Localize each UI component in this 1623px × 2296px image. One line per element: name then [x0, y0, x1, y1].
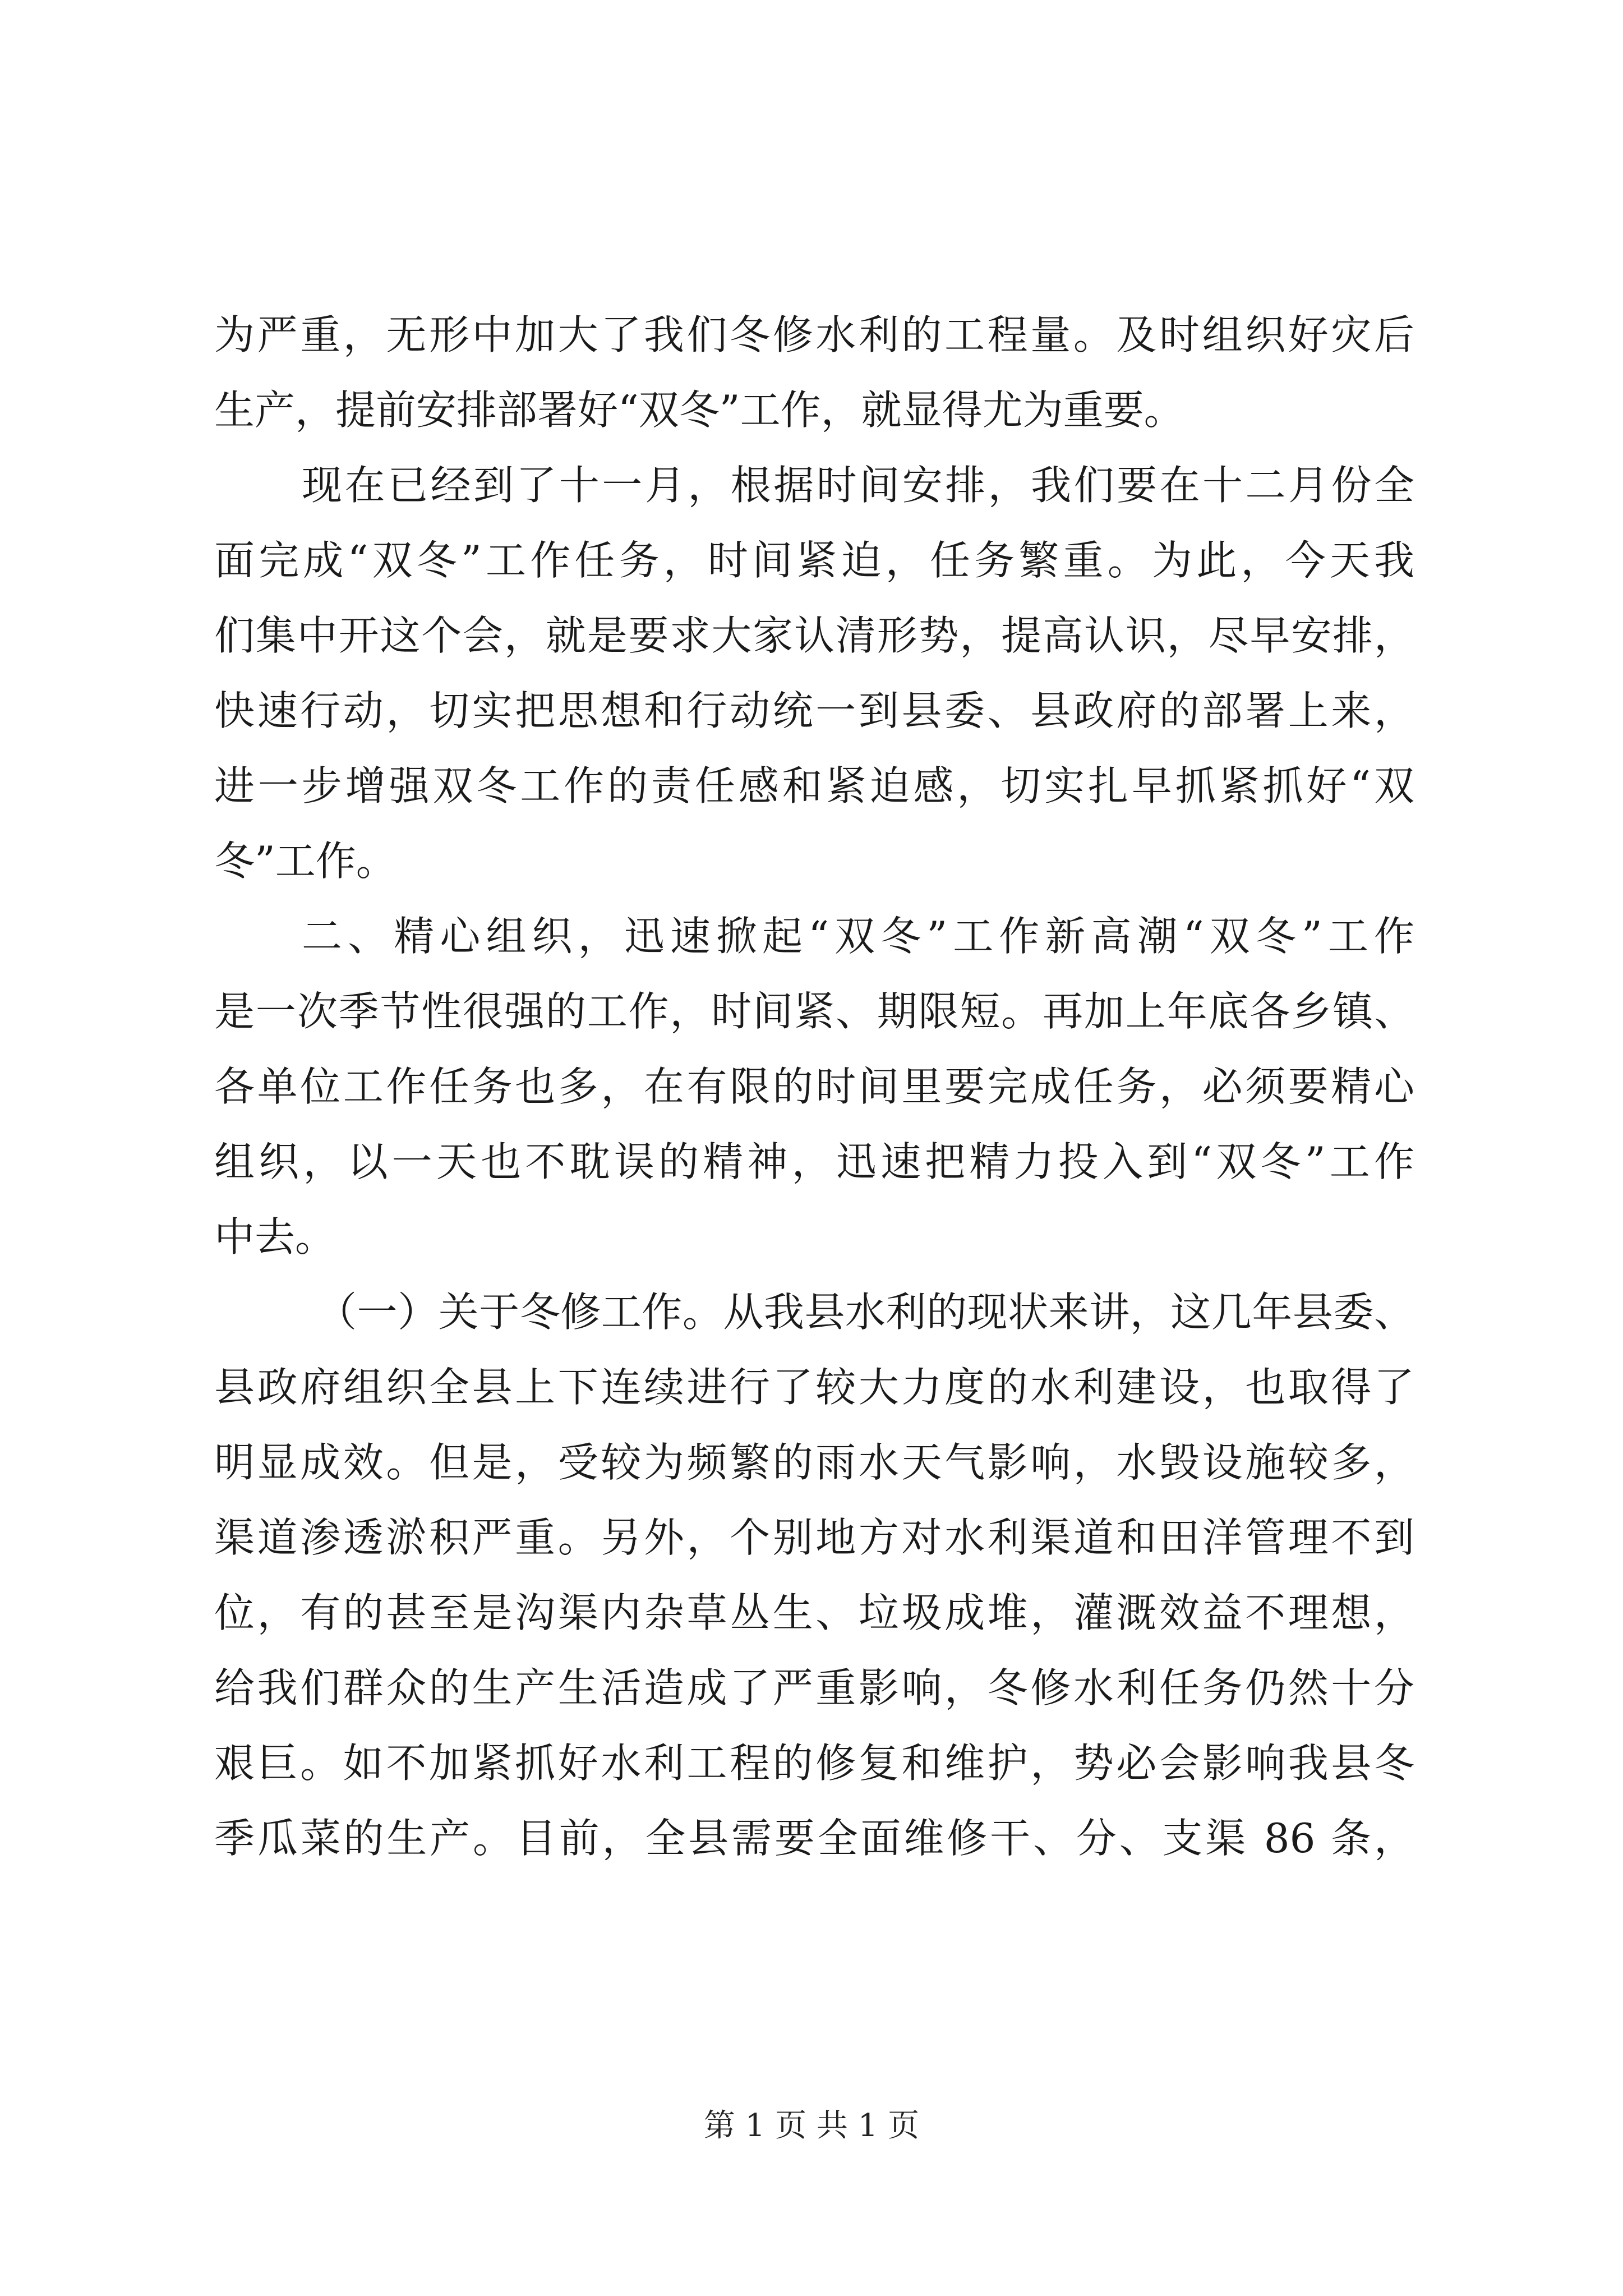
text-line: 们集中开这个会，就是要求大家认清形势，提高认识，尽早安排，: [214, 612, 1414, 659]
text-line: 为严重，无形中加大了我们冬修水利的工程量。及时组织好灾后: [214, 311, 1414, 358]
paragraph-start-line: 现在已经到了十一月，根据时间安排，我们要在十二月份全: [302, 462, 1414, 509]
text-line: 是一次季节性很强的工作，时间紧、期限短。再加上年底各乡镇、: [214, 988, 1414, 1035]
text-line: 面完成“双冬”工作任务，时间紧迫，任务繁重。为此，今天我: [214, 537, 1414, 584]
page-number: 第 1 页 共 1 页: [703, 2108, 920, 2144]
text-line: 生产，提前安排部署好“双冬”工作，就显得尤为重要。: [214, 386, 1184, 434]
text-line: 各单位工作任务也多，在有限的时间里要完成任务，必须要精心: [214, 1063, 1414, 1110]
section-heading-line: 二、精心组织，迅速掀起“双冬”工作新高潮“双冬”工作: [302, 913, 1414, 960]
text-line: 县政府组织全县上下连续进行了较大力度的水利建设，也取得了: [214, 1364, 1414, 1411]
text-line: 渠道渗透淤积严重。另外，个别地方对水利渠道和田洋管理不到: [214, 1514, 1414, 1561]
document-body: [214, 297, 1414, 1876]
text-line: 快速行动，切实把思想和行动统一到县委、县政府的部署上来，: [214, 687, 1414, 734]
text-line: 明显成效。但是，受较为频繁的雨水天气影响，水毁设施较多，: [214, 1439, 1414, 1486]
page-footer: [0, 2106, 1623, 2146]
text-line: 季瓜菜的生产。目前，全县需要全面维修干、分、支渠 86 条，: [214, 1815, 1414, 1862]
text-line: 给我们群众的生产生活造成了严重影响，冬修水利任务仍然十分: [214, 1664, 1414, 1711]
text-line: 位，有的甚至是沟渠内杂草丛生、垃圾成堆，灌溉效益不理想，: [214, 1589, 1414, 1636]
text-line: 艰巨。如不加紧抓好水利工程的修复和维护，势必会影响我县冬: [214, 1740, 1414, 1787]
text-line: 进一步增强双冬工作的责任感和紧迫感，切实扎早抓紧抓好“双: [214, 762, 1414, 809]
text-line: 冬”工作。: [214, 838, 396, 885]
text-line: 组织，以一天也不耽误的精神，迅速把精力投入到“双冬”工作: [214, 1138, 1414, 1185]
text-line: 中去。: [214, 1213, 336, 1260]
subsection-heading-line: （一）关于冬修工作。从我县水利的现状来讲，这几年县委、: [316, 1289, 1414, 1336]
